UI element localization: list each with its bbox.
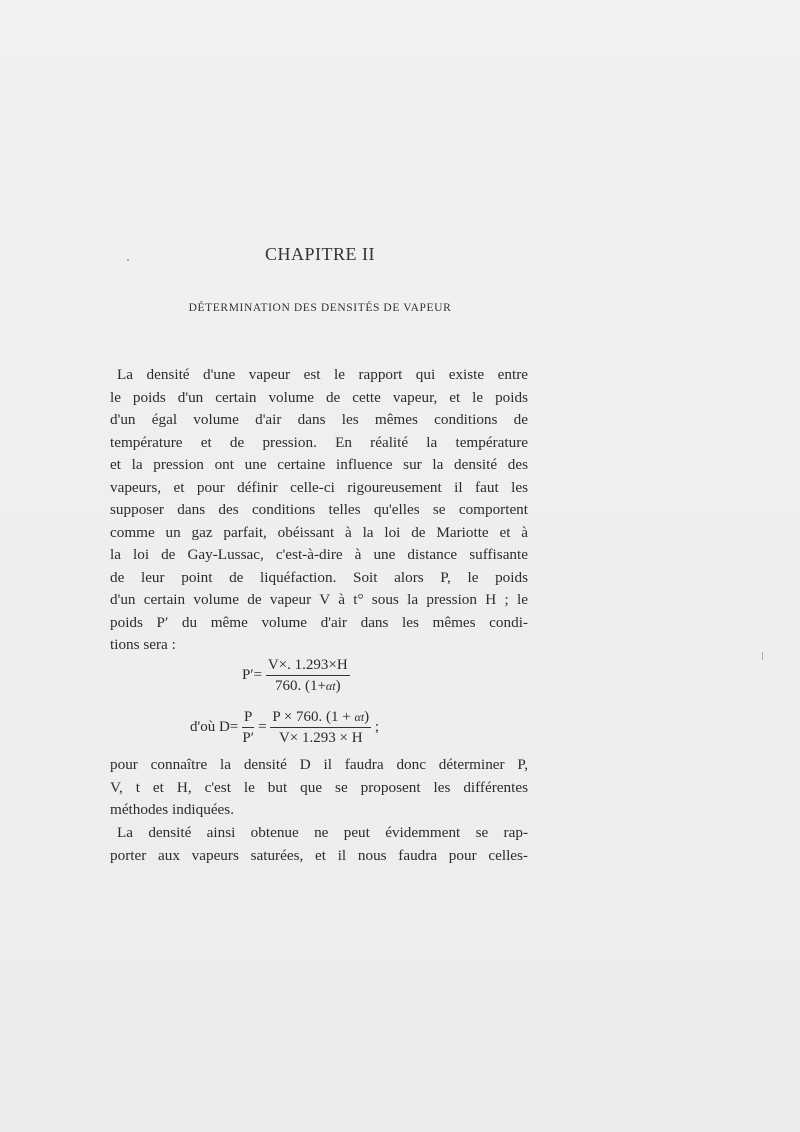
fraction-denominator [266, 676, 350, 695]
fraction-denominator: P′ [242, 730, 254, 746]
paragraph-definition [110, 364, 528, 657]
text-line: la loi de Gay-Lussac, c'est-à-dire à une distance suffisante [110, 546, 528, 563]
paragraph-conclusion [110, 754, 528, 822]
formula-density [190, 708, 379, 747]
denominator-text: 760. (1+ [274, 678, 326, 694]
text-line: poids P′ du même volume d'air dans les mêmes condi- [110, 613, 528, 631]
fraction-numerator: P [242, 708, 254, 728]
text-line: tions sera : [110, 636, 176, 653]
numerator-close: ) [364, 709, 370, 725]
fraction [266, 656, 350, 695]
text-line: le poids d'un certain volume de cette vapeur, et le poids [110, 388, 528, 406]
text-line: La densité ainsi obtenue ne peut évidemment se rap- [117, 824, 528, 841]
numerator-italic: αt [354, 710, 365, 724]
equals-sign: = [258, 719, 267, 735]
text-line: méthodes indiquées. [110, 801, 235, 818]
text-line: d'un certain volume de vapeur V à t° sous la pression H ; le [110, 591, 528, 608]
fraction [242, 708, 254, 747]
formula-p-prime [242, 656, 350, 695]
scan-speck [127, 259, 129, 261]
formula-suffix: ; [374, 719, 380, 735]
formula-prefix: d'où D= [190, 719, 239, 735]
text-line: V, t et H, c'est le but que se proposent les différentes [110, 778, 528, 796]
fraction [270, 708, 371, 747]
numerator-text: P × 760. (1 + [272, 709, 355, 725]
chapter-title: CHAPITRE II [265, 244, 375, 264]
paragraph-saturated [110, 822, 528, 867]
denominator-close: ) [335, 678, 341, 694]
chapter-subtitle: DÉTERMINATION DES DENSITÉS DE VAPEUR [188, 302, 452, 314]
text-line: supposer dans des conditions telles qu'elles se comportent [110, 501, 528, 518]
fraction-numerator: V×. 1.293×H [266, 656, 350, 676]
formula-lhs: P′= [242, 667, 263, 683]
denominator-italic: αt [325, 679, 336, 693]
text-line: de leur point de liquéfaction. Soit alors P, le poids [110, 568, 528, 586]
scan-speck [762, 652, 763, 660]
fraction-numerator [270, 708, 371, 728]
text-line: d'un égal volume d'air dans les mêmes conditions de [110, 411, 528, 428]
text-line: comme un gaz parfait, obéissant à la loi de Mariotte et à [110, 523, 528, 541]
text-line: porter aux vapeurs saturées, et il nous faudra pour celles- [110, 846, 528, 864]
text-line: pour connaître la densité D il faudra donc déterminer P, [110, 756, 528, 773]
text-line: La densité d'une vapeur est le rapport qui existe entre [117, 366, 528, 383]
text-line: température et de pression. En réalité la température [110, 433, 528, 451]
text-line: vapeurs, et pour définir celle-ci rigoureusement il faut les [110, 478, 528, 496]
fraction-denominator: V× 1.293 × H [278, 730, 363, 746]
text-line: et la pression ont une certaine influence sur la densité des [110, 456, 528, 473]
